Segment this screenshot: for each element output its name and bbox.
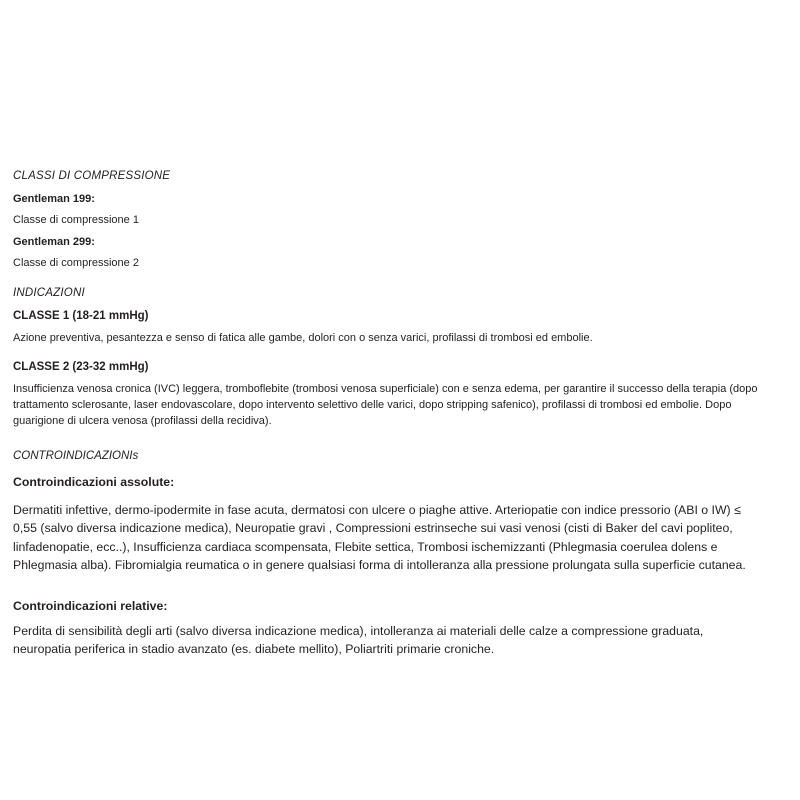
- section-heading-indicazioni: INDICAZIONI: [13, 287, 85, 299]
- section-classi-di-compressione: [13, 170, 760, 269]
- section-controindicazioni: [13, 450, 760, 659]
- product-class-gentleman-199: Classe di compressione 1: [13, 214, 139, 226]
- indication-label-classe-2: CLASSE 2 (23-32 mmHg): [13, 360, 149, 373]
- controindicazioni-relative-label: Controindicazioni relative:: [13, 598, 168, 613]
- product-class-gentleman-299: Classe di compressione 2: [13, 257, 139, 269]
- section-heading-classi: CLASSI DI COMPRESSIONE: [13, 170, 171, 182]
- indication-label-classe-1: CLASSE 1 (18-21 mmHg): [13, 310, 149, 322]
- product-label-gentleman-199: Gentleman 199:: [13, 193, 95, 205]
- indication-text-classe-1: Azione preventiva, pesantezza e senso di fatica alle gambe, dolori con o senza varici, profilassi di trombosi ed embolie.: [13, 332, 593, 344]
- section-indicazioni: [13, 287, 760, 430]
- controindicazioni-assolute-label: Controindicazioni assolute:: [13, 474, 175, 489]
- controindicazioni-relative-text: Perdita di sensibilità degli arti (salvo diversa indicazione medica), intolleranza ai materiali delle calze a compressione graduata, neuropatia periferica in stadio avanzato (es. diabete mellito), Poliartriti primarie croniche.: [13, 623, 704, 656]
- controindicazioni-assolute-text: Dermatiti infettive, dermo-ipodermite in fase acuta, dermatosi con ulcere o piaghe attive. Arteriopatie con indice pressorio (ABI o IW) ≤ 0,55 (salvo diversa indicazione medica), Neuropatie gravi , Compressioni estrinseche sui vasi venosi (cisti di Baker del cavi popliteo, linfadenopatie, ecc..), Insufficienza cardiaca scompensata, Flebite settica, Trombosi ischemizzanti (Phlegmasia coerulea dolens e Phlegmasia alba). Fibromialgia reumatica o in genere qualsiasi forma di intolleranza alla pressione prolungata sulla superficie cutanea.: [13, 502, 746, 573]
- section-heading-controindicazioni: CONTROINDICAZIONIs: [13, 449, 139, 462]
- indication-text-classe-2: Insufficienza venosa cronica (IVC) leggera, tromboflebite (trombosi venosa superficiale) con e senza edema, per garantire il successo della terapia (dopo trattamento sclerosante, laser endovascolare, dopo intervento selettivo delle varici, dopo stripping safenico), profilassi di trombosi ed embolie. Dopo guarigione di ulcera venosa (profilassi della recidiva).: [13, 382, 758, 427]
- product-label-gentleman-299: Gentleman 299:: [13, 236, 95, 248]
